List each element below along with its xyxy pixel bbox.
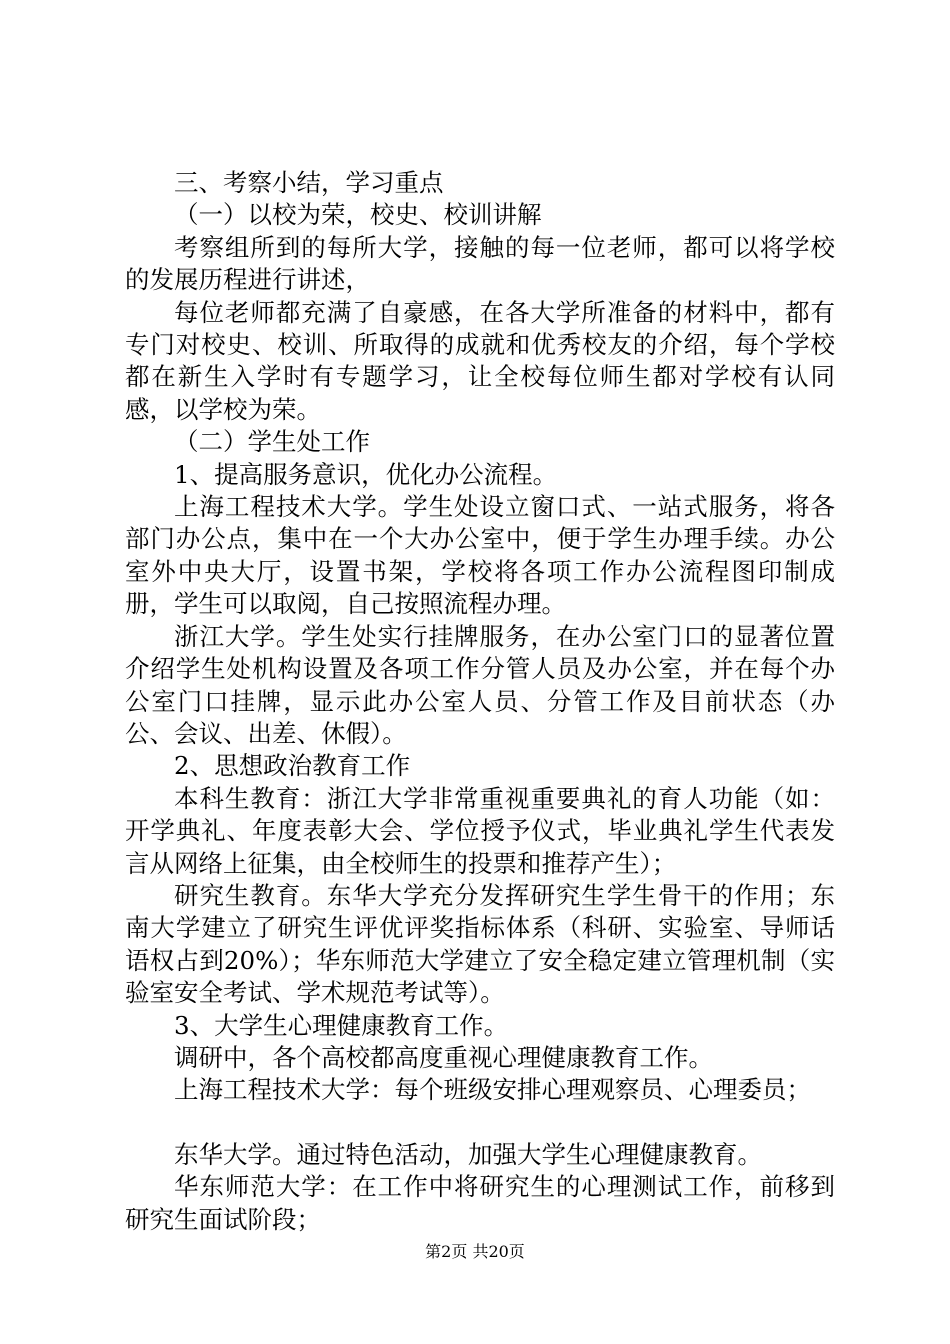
paragraph: 考察组所到的每所大学，接触的每一位老师，都可以将学校的发展历程进行讲述，: [125, 232, 835, 295]
item-heading: 3、大学生心理健康教育工作。: [174, 1010, 509, 1040]
item-heading: 2、思想政治教育工作: [174, 751, 411, 781]
paragraph: 本科生教育：浙江大学非常重视重要典礼的育人功能（如：开学典礼、年度表彰大会、学位授予仪式，毕业典礼学生代表发言从网络上征集，由全校师生的投票和推荐产生）；: [125, 783, 835, 878]
subsection-heading: （一）以校为荣，校史、校训讲解: [174, 200, 542, 230]
document-body: [125, 167, 835, 1236]
paragraph: 研究生教育。东华大学充分发挥研究生学生骨干的作用；东南大学建立了研究生评优评奖指标体系（科研、实验室、导师话语权占到20%）；华东师范大学建立了安全稳定建立管理机制（实验室安全考试、学术规范考试等）。: [125, 880, 835, 1008]
paragraph: 华东师范大学：在工作中将研究生的心理测试工作，前移到研究生面试阶段；: [125, 1172, 835, 1234]
paragraph: 每位老师都充满了自豪感，在各大学所准备的材料中，都有专门对校史、校训、所取得的成就和优秀校友的介绍，每个学校都在新生入学时有专题学习，让全校每位师生都对学校有认同感，以学校为荣。: [125, 297, 835, 424]
page-number-footer: 第2页 共20页: [425, 1242, 525, 1261]
paragraph: 上海工程技术大学：每个班级安排心理观察员、心理委员；: [174, 1075, 811, 1105]
item-heading: 1、提高服务意识，优化办公流程。: [174, 459, 558, 489]
paragraph: 上海工程技术大学。学生处设立窗口式、一站式服务，将各部门办公点，集中在一个大办公室中，便于学生办理手续。办公室外中央大厅，设置书架，学校将各项工作办公流程图印制成册，学生可以取阅，自己按照流程办理。: [125, 492, 835, 619]
paragraph: 浙江大学。学生处实行挂牌服务，在办公室门口的显著位置介绍学生处机构设置及各项工作分管人员及办公室，并在每个办公室门口挂牌，显示此办公室人员、分管工作及目前状态（办公、会议、出差、休假）。: [125, 621, 835, 748]
paragraph: 东华大学。通过特色活动，加强大学生心理健康教育。: [174, 1139, 762, 1169]
section-heading: 三、考察小结，学习重点: [174, 168, 444, 197]
subsection-heading: （二）学生处工作: [174, 427, 370, 457]
paragraph: 调研中，各个高校都高度重视心理健康教育工作。: [174, 1042, 713, 1072]
